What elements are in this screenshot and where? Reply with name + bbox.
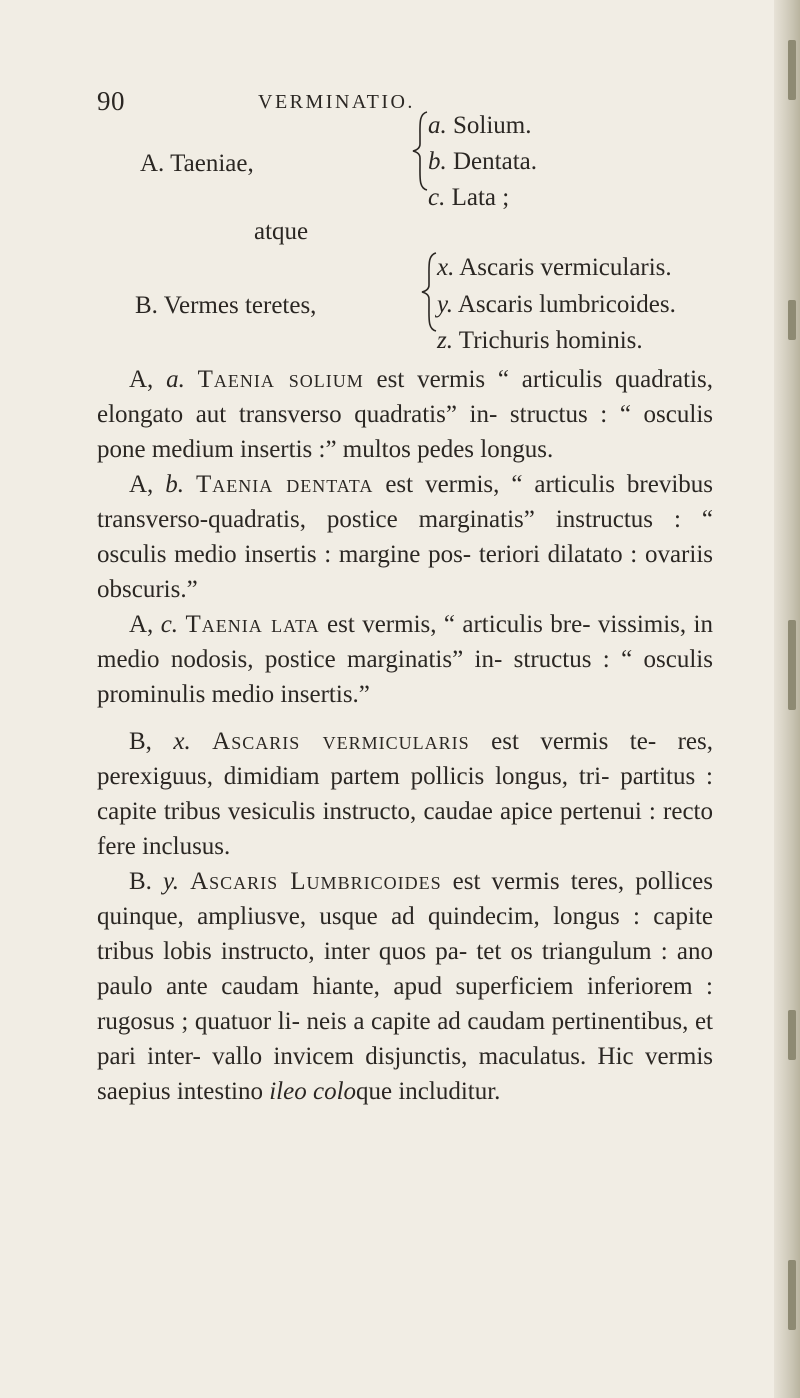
page-number: 90 [97,86,125,116]
species-name: Taenia lata [185,611,320,638]
body-text [97,362,713,1109]
paragraph-taenia-lata: A, c. Taenia lata est vermis, “ articulis bre- vissimis, in medio nodosis, postice marginatis” in- structus : “ osculis prominulis medio insertis.” [97,611,713,708]
page-edge [774,0,800,1398]
group-b-item-x: x. Ascaris vermicularis. [437,254,672,281]
paragraph-taenia-dentata: A, b. Taenia dentata est vermis, “ articulis brevibus transverso-quadratis, postice marginatis” instructus : “ osculis medio insertis : margine pos- teriori dilatato : ovariis obscuris.” [97,471,713,603]
group-a-label: A. Taeniae, [140,150,254,177]
paragraph-taenia-solium: A, a. Taenia solium est vermis “ articulis quadratis, elongato aut transverso quadratis” in- structus : “ osculis pone medium insertis :” multos pedes longus. [97,366,714,463]
species-name: Ascaris Lumbricoides [190,868,442,895]
paragraph-ascaris-lumbricoides: B. y. Ascaris Lumbricoides est vermis teres, pollices quinque, ampliusve, usque ad quindecim, longus : capite tribus lobis instructo, inter quos pa- tet os triangulum : ano paulo ante caudam hiante, apud superficiem inferiorem : rugosus ; quatuor li- neis a capite ad caudam pertinentibus, et pari inter- vallo invicem disjunctis, maculatus. Hic vermis saepius intestino ileo coloque includitur. [97,868,713,1105]
group-a-item-c: c. Lata ; [428,184,510,211]
group-b-item-z: z. Trichuris hominis. [437,327,643,354]
group-b-item-y: y. Ascaris lumbricoides. [437,291,676,318]
group-a-item-a: a. Solium. [428,112,532,139]
running-title: VERMINATIO. [258,91,415,113]
species-name: Ascaris vermicularis [212,728,470,755]
connector-word: atque [254,218,309,245]
species-name: Taenia dentata [196,471,374,498]
species-name: Taenia solium [197,366,364,393]
group-b-label: B. Vermes teretes, [135,292,317,319]
group-a-item-b: b. Dentata. [428,148,537,175]
paragraph-ascaris-vermicularis: B, x. Ascaris vermicularis est vermis te- res, perexiguus, dimidiam partem pollicis longus, tri- partitus : capite tribus vesiculis instructo, caudae apice pertenui : recto fere inclusus. [97,728,713,860]
